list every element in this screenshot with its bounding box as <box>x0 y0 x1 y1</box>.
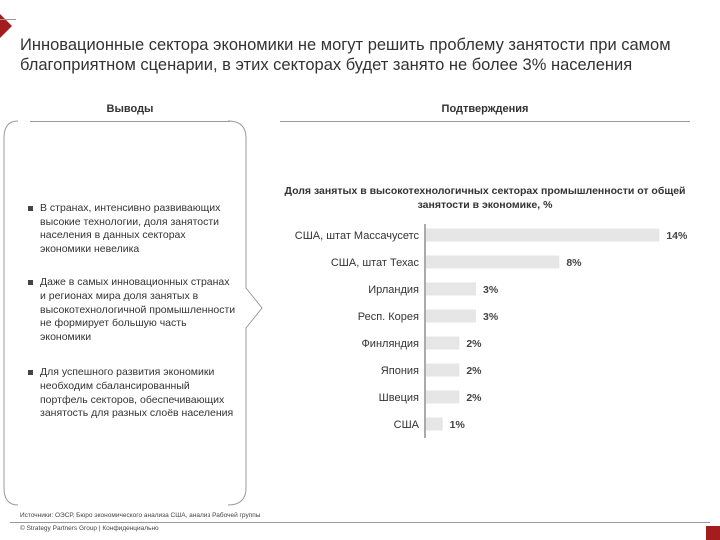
chart-value-label: 14% <box>666 230 688 242</box>
footer-copyright: © Strategy Partners Group | Конфиденциально <box>20 525 159 532</box>
chart-value-label: 1% <box>449 419 465 431</box>
conclusions-list <box>28 202 238 421</box>
chart-value-label: 2% <box>466 392 482 404</box>
page-corner-marker <box>706 526 720 540</box>
title-rule <box>0 19 16 20</box>
chart-bar <box>426 391 459 404</box>
chart-bar <box>426 256 559 269</box>
chart-category-label: Швеция <box>378 392 419 404</box>
chart-category-label: Ирландия <box>368 284 419 296</box>
chart-title: Доля занятых в высокотехнологичных секторах промышленности от общей занятости в экономике, % <box>284 185 686 211</box>
chart-category-label: Респ. Корея <box>357 311 419 323</box>
evidence-header: Подтверждения <box>441 103 529 115</box>
chart-category-label: США, штат Техас <box>330 257 419 269</box>
slide-title: Инновационные сектора экономики не могут решить проблему занятости при самом благоприятном сценарии, в этих секторах будет занято не более 3% населения <box>20 36 671 74</box>
employment-bar-chart <box>270 222 710 448</box>
chart-category-label: США, штат Массачусетс <box>294 230 419 242</box>
chart-value-label: 2% <box>466 365 482 377</box>
chart-value-label: 3% <box>483 284 499 296</box>
conclusions-header: Выводы <box>106 103 154 115</box>
conclusion-item: Для успешного развития экономики необходим сбалансированный портфель секторов, обеспечивающих занятость для разных слоёв населения <box>28 366 238 420</box>
conclusion-item: Даже в самых инновационных странах и регионах мира доля занятых в высокотехнологичной промышленности не формирует большую часть экономики <box>28 276 238 344</box>
chart-value-label: 8% <box>566 257 582 269</box>
chart-bar <box>426 364 459 377</box>
chart-category-label: Япония <box>380 365 419 377</box>
chart-category-label: Финляндия <box>361 338 419 350</box>
evidence-header-line <box>280 121 690 122</box>
chart-bar <box>426 229 659 242</box>
chart-category-label: США <box>393 419 419 431</box>
chart-bar <box>426 283 476 296</box>
chart-bar <box>426 310 476 323</box>
chart-value-label: 2% <box>466 338 482 350</box>
conclusions-header-line <box>30 121 230 122</box>
chart-value-label: 3% <box>483 311 499 323</box>
chart-bar <box>426 418 443 431</box>
chart-bar <box>426 337 459 350</box>
slide-corner-marker <box>0 14 12 38</box>
conclusion-item: В странах, интенсивно развивающих высокие технологии, доля занятости населения в данных секторах экономики невелика <box>28 202 238 256</box>
source-note: Источники: ОЭСР, Бюро экономического анализа США, анализ Рабочей группы <box>20 512 261 519</box>
